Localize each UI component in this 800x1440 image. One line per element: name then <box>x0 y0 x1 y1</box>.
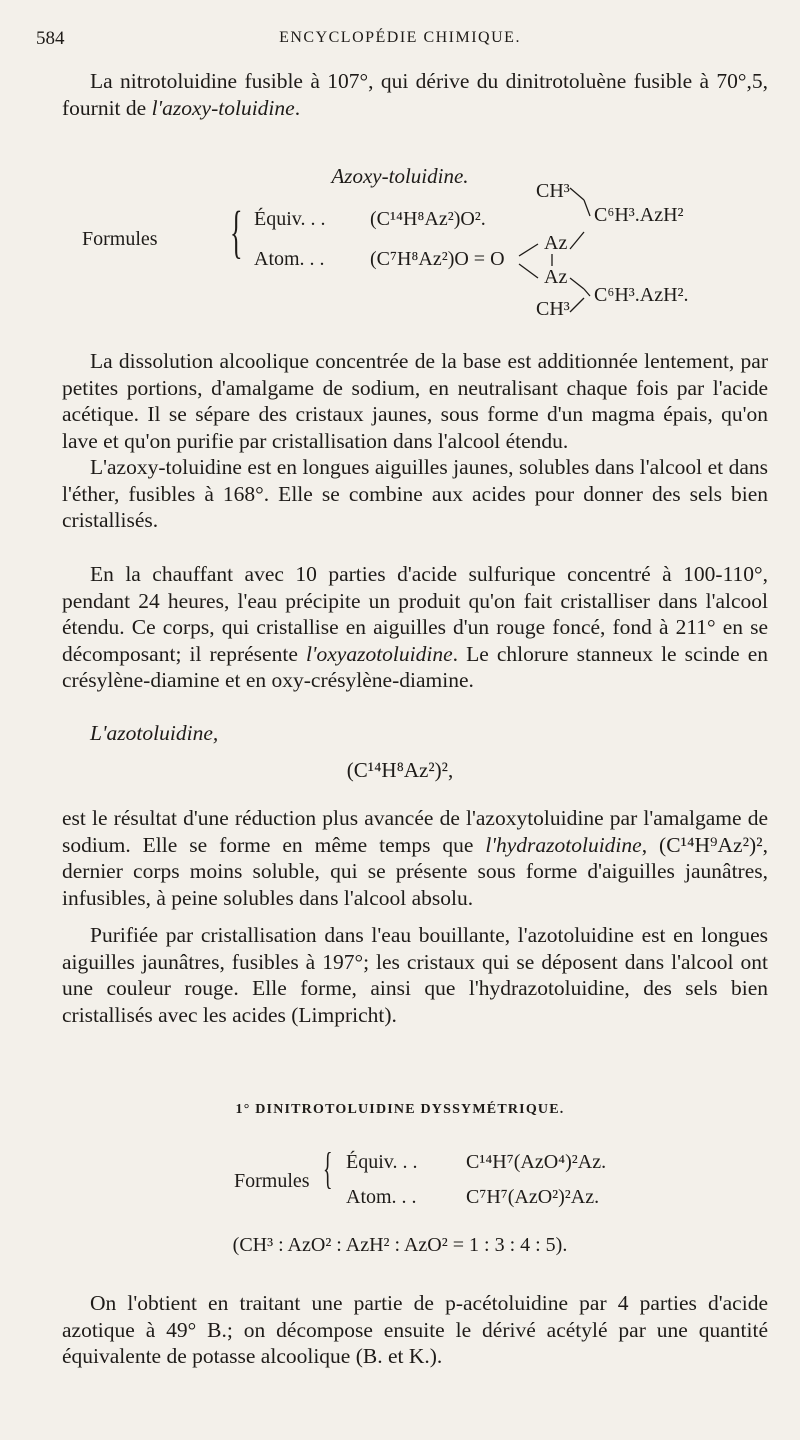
paragraph-properties: L'azoxy-toluidine est en longues aiguilles jaunes, solubles dans l'alcool et dans l'éther, fusibles à 168°. Elle se combine aux acides pour donner des sels bien cristallisés. <box>62 455 768 532</box>
atom-label: Atom. . . <box>254 248 325 270</box>
atom-formula: C⁷H⁷(AzO²)²Az. <box>466 1186 600 1208</box>
methyl-top: CH³ <box>536 180 570 202</box>
running-title: ENCYCLOPÉDIE CHIMIQUE. <box>279 29 521 46</box>
intro-paragraph: La nitrotoluidine fusible à 107°, qui dérive du dinitrotoluène fusible à 70°,5, fournit de l'azoxy-toluidine. <box>62 69 768 120</box>
substituent-ratio: (CH³ : AzO² : AzH² : AzO² = 1 : 3 : 4 : 5). <box>232 1234 568 1256</box>
paragraph-purification: Purifiée par cristallisation dans l'eau bouillante, l'azotoluidine est en longues aiguilles jaunâtres, fusibles à 197°; les cristaux qui se déposent dans l'alcool ont une couleur rouge. Elle forme, ainsi que l'hydrazotoluidine, des sels bien cristallisés avec les acides (Limpricht). <box>62 923 768 1027</box>
group-top: C⁶H³.AzH² <box>594 204 684 226</box>
group-bottom: C⁶H³.AzH². <box>594 284 689 306</box>
formula-bonds <box>0 0 800 400</box>
formula-label: Formules <box>82 228 158 250</box>
brace-symbol: { <box>323 1144 333 1193</box>
equiv-formula: C¹⁴H⁷(AzO⁴)²Az. <box>466 1151 607 1173</box>
paragraph-dissolution: La dissolution alcoolique concentrée de la base est additionnée lentement, par petites portions, d'amalgame de sodium, en neutralisant chaque fois par l'acide acétique. Il se sépare des cristaux jaunes, sous forme d'un magma épais, qu'on lave et qu'on purifie par cristallisation dans l'alcool étendu. <box>62 349 768 453</box>
atom-formula: (C⁷H⁸Az²)O = O <box>370 248 505 270</box>
formula-label: Formules <box>234 1170 310 1192</box>
section-title-azoxy: Azoxy-toluidine. <box>331 164 469 188</box>
methyl-bottom: CH³ <box>536 298 570 320</box>
page-number: 584 <box>36 28 65 49</box>
azo-top: Az <box>544 232 568 254</box>
equiv-label: Équiv. . . <box>254 208 326 230</box>
azotoluidine-formula: (C¹⁴H⁸Az²)², <box>346 758 454 782</box>
paragraph-sulfuric: En la chauffant avec 10 parties d'acide sulfurique concentré à 100-110°, pendant 24 heures, l'eau précipite un produit qu'on fait cristalliser dans l'alcool étendu. Ce corps, qui cristallise en aiguilles d'un rouge foncé, fond à 211° en se décomposant; il représente l'oxyazotoluidine. Le chlorure stanneux le scinde en crésylène-diamine et en oxy-crésylène-diamine. <box>62 562 768 692</box>
azotoluidine-heading: L'azotoluidine, <box>90 721 219 745</box>
section-title-dinitro: 1° DINITROTOLUIDINE DYSSYMÉTRIQUE. <box>235 1102 565 1117</box>
equiv-label: Équiv. . . <box>346 1151 418 1173</box>
atom-label: Atom. . . <box>346 1186 417 1208</box>
paragraph-preparation: On l'obtient en traitant une partie de p-acétoluidine par 4 parties d'acide azotique à 49° B.; on décompose ensuite le dérivé acétylé par une quantité équivalente de potasse alcoolique (B. et K.). <box>62 1291 768 1368</box>
equiv-formula: (C¹⁴H⁸Az²)O². <box>370 208 486 230</box>
paragraph-reduction: est le résultat d'une réduction plus avancée de l'azoxytoluidine par l'amalgame de sodium. Elle se forme en même temps que l'hydrazotoluidine, (C¹⁴H⁹Az²)², dernier corps moins soluble, qui se présente sous forme d'aiguilles jaunâtres, infusibles, à peine solubles dans l'alcool absolu. <box>62 806 768 910</box>
azo-bottom: Az <box>544 266 568 288</box>
brace-symbol: { <box>230 199 243 264</box>
